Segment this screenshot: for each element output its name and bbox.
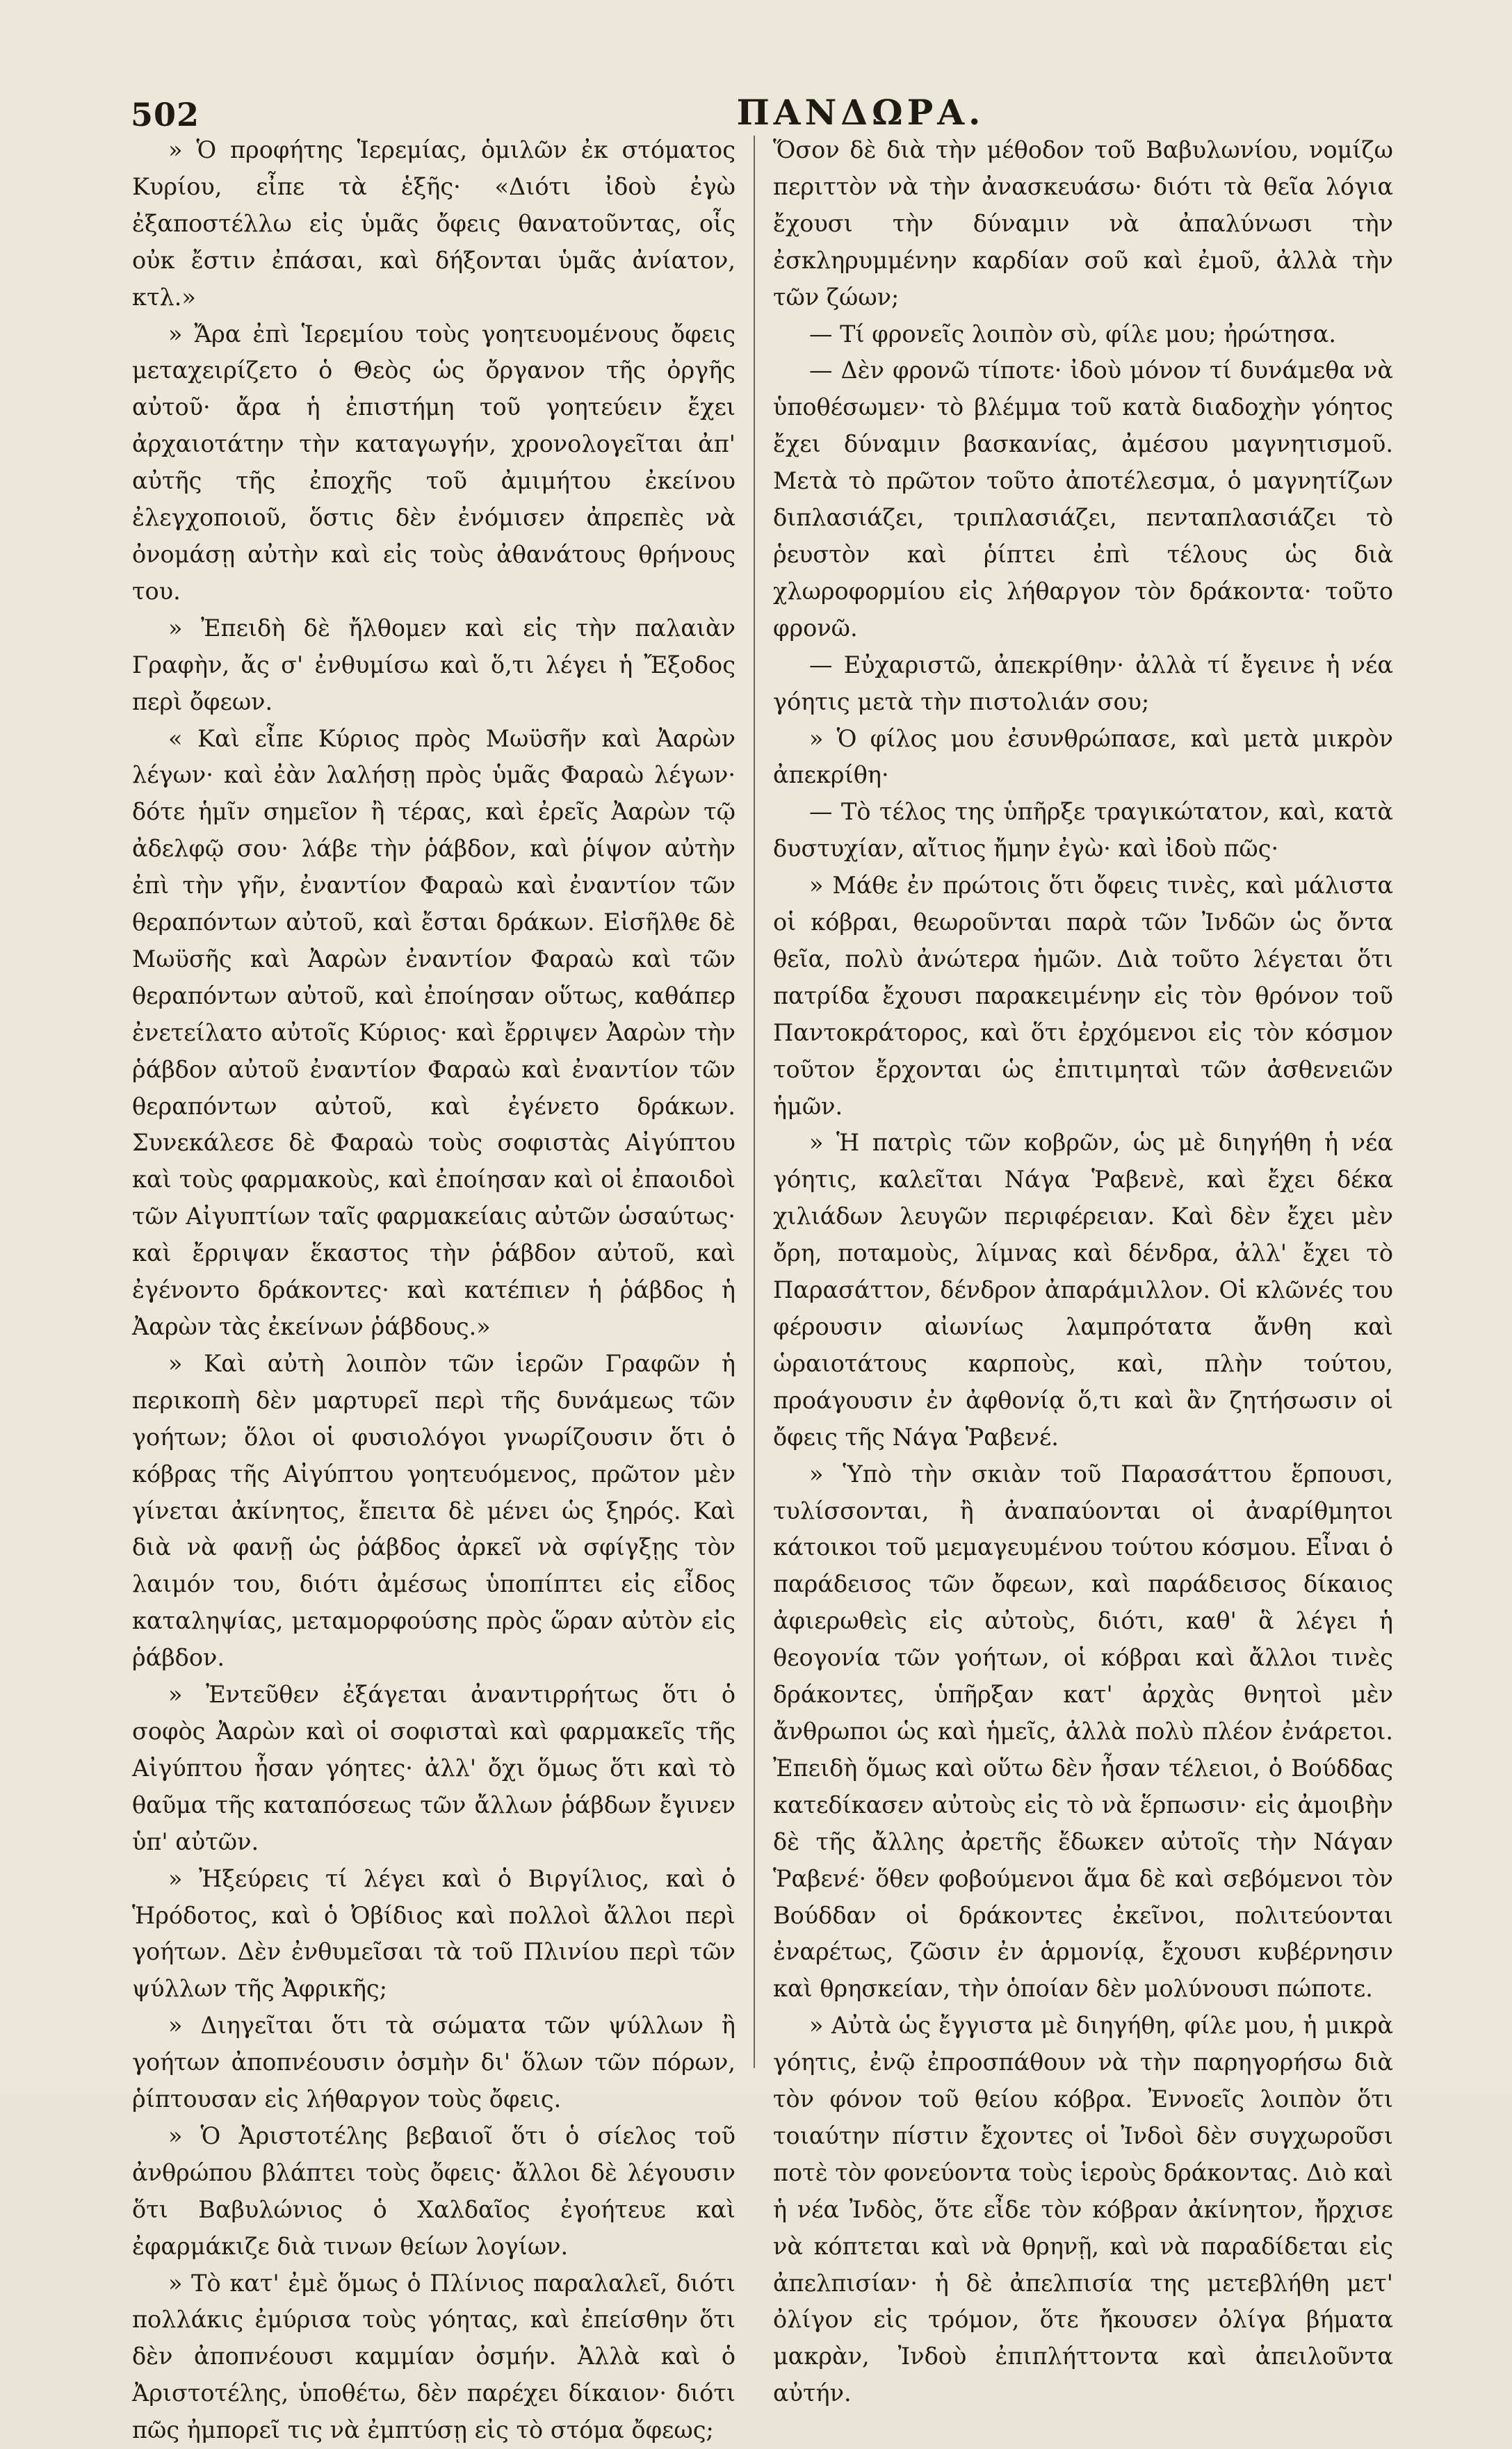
paragraph: » Ἡ πατρὶς τῶν κοβρῶν, ὡς μὲ διηγήθη ἡ νέα γόητις, καλεῖται Νάγα Ῥαβενὲ, καὶ ἔχει δέκα χιλιάδων λευγῶν περιφέρειαν. Καὶ δὲν ἔχει μὲν ὄρη, ποταμοὺς, λίμνας καὶ δένδρα, ἀλλ' ἔχει τὸ Παρασάττον, δένδρον ἀπαράμιλλον. Οἱ κλῶνές του φέρουσιν αἰωνίως λαμπρότατα ἄνθη καὶ ὡραιοτάτους καρποὺς, καὶ, πλὴν τούτου, προάγουσιν ἐν ἀφθονίᾳ ὅ,τι καὶ ἂν ζητήσωσιν οἱ ὄφεις τῆς Νάγα Ῥαβενέ.	[773, 1129, 1393, 1451]
paragraph: — Τὸ τέλος της ὑπῆρξε τραγικώτατον, καὶ, κατὰ δυστυχίαν, αἴτιος ἤμην ἐγὼ· καὶ ἰδοὺ πῶς·	[773, 798, 1393, 863]
paragraph: » Ὁ προφήτης Ἱερεμίας, ὁμιλῶν ἐκ στόματος Κυρίου, εἶπε τὰ ἑξῆς· «Διότι ἰδοὺ ἐγὼ ἐξαποστέλλω εἰς ὑμᾶς ὄφεις θανατοῦντας, οἷς οὐκ ἔστιν ἐπάσαι, καὶ δήξονται ὑμᾶς ἀνίατον, κτλ.»	[132, 136, 735, 311]
paragraph: » Αὐτὰ ὡς ἔγγιστα μὲ διηγήθη, φίλε μου, ἡ μικρὰ γόητις, ἐνῷ ἐπροσπάθουν νὰ τὴν παρηγορήσω διὰ τὸν φόνον τοῦ θείου κόβρα. Ἐννοεῖς λοιπὸν ὅτι τοιαύτην πίστιν ἔχοντες οἱ Ἰνδοὶ δὲν συγχωροῦσι ποτὲ τὸν φονεύοντα τοὺς ἱεροὺς δράκοντας. Διὸ καὶ ἡ νέα Ἰνδὸς, ὅτε εἶδε τὸν κόβραν ἀκίνητον, ἤρχισε νὰ κόπτεται καὶ νὰ θρηνῇ, καὶ νὰ παραδίδεται εἰς ἀπελπισίαν· ἡ δὲ ἀπελπισία της μετεβλήθη μετ' ὀλίγον εἰς τρόμον, ὅτε ἤκουσεν ὀλίγα βήματα μακρὰν, Ἰνδοὺ ἐπιπλήττοντα καὶ ἀπειλοῦντα αὐτήν.	[773, 2012, 1393, 2407]
journal-title: ΠΑΝΔΩΡΑ.	[736, 92, 985, 133]
paragraph: Ὅσον δὲ διὰ τὴν μέθοδον τοῦ Βαβυλωνίου, νομίζω περιττὸν νὰ τὴν ἀνασκευάσω· διότι τὰ θεῖα λόγια ἔχουσι τὴν δύναμιν νὰ ἀπαλύνωσι τὴν ἐσκληρυμμένην καρδίαν σοῦ καὶ ἐμοῦ, ἀλλὰ τὴν τῶν ζώων;	[773, 136, 1393, 311]
paragraph: » Διηγεῖται ὅτι τὰ σώματα τῶν ψύλλων ἢ γοήτων ἀποπνέουσιν ὀσμὴν δι' ὅλων τῶν πόρων, ῥίπτουσαν εἰς λήθαργον τοὺς ὄφεις.	[132, 2012, 735, 2113]
paragraph: » Τὸ κατ' ἐμὲ ὅμως ὁ Πλίνιος παραλαλεῖ, διότι πολλάκις ἐμύρισα τοὺς γόητας, καὶ ἐπείσθην ὅτι δὲν ἀποπνέουσι καμμίαν ὀσμήν. Ἀλλὰ καὶ ὁ Ἀριστοτέλης, ὑποθέτω, δὲν παρέχει δίκαιον· διότι πῶς ἠμπορεῖ τις νὰ ἐμπτύσῃ εἰς τὸ στόμα ὄφεως;	[132, 2269, 735, 2444]
paragraph: » Ὑπὸ τὴν σκιὰν τοῦ Παρασάττου ἕρπουσι, τυλίσσονται, ἢ ἀναπαύονται οἱ ἀναρίθμητοι κάτοικοι τοῦ μεμαγευμένου τούτου κόσμου. Εἶναι ὁ παράδεισος τῶν ὄφεων, καὶ παράδεισος δίκαιος ἀφιερωθεὶς εἰς αὐτοὺς, διότι, καθ' ἃ λέγει ἡ θεογονία τῶν γοήτων, οἱ κόβραι καὶ ἄλλοι τινὲς δράκοντες, ὑπῆρξαν κατ' ἀρχὰς θνητοὶ μὲν ἄνθρωποι ὡς καὶ ἡμεῖς, ἀλλὰ πολὺ πλέον ἐνάρετοι. Ἐπειδὴ ὅμως καὶ οὕτω δὲν ἦσαν τέλειοι, ὁ Βούδδας κατεδίκασεν αὐτοὺς εἰς τὸ νὰ ἕρπωσιν· εἰς ἀμοιβὴν δὲ τῆς ἄλλης ἀρετῆς ἔδωκεν αὐτοῖς τὴν Νάγαν Ῥαβενέ· ὅθεν φοβούμενοι ἅμα δὲ καὶ σεβόμενοι τὸν Βούδδαν οἱ δράκοντες ἐκεῖνοι, πολιτεύονται ἐναρέτως, ζῶσιν ἐν ἁρμονίᾳ, ἔχουσι κυβέρνησιν καὶ θρησκείαν, τὴν ὁποίαν δὲν μολύνουσι πώποτε.	[773, 1460, 1393, 2003]
right-column	[773, 132, 1393, 2407]
paragraph: » Ὁ Ἀριστοτέλης βεβαιοῖ ὅτι ὁ σίελος τοῦ ἀνθρώπου βλάπτει τοὺς ὄφεις· ἄλλοι δὲ λέγουσιν ὅτι Βαβυλώνιος ὁ Χαλδαῖος ἐγοήτευε καὶ ἐφαρμάκιζε διὰ τινων θείων λογίων.	[132, 2122, 735, 2260]
paragraph: — Δὲν φρονῶ τίποτε· ἰδοὺ μόνον τί δυνάμεθα νὰ ὑποθέσωμεν· τὸ βλέμμα τοῦ κατὰ διαδοχὴν γόητος ἔχει δύναμιν βασκανίας, ἀμέσου μαγνητισμοῦ. Μετὰ τὸ πρῶτον τοῦτο ἀποτέλεσμα, ὁ μαγνητίζων διπλασιάζει, τριπλασιάζει, πενταπλασιάζει τὸ ῥευστὸν καὶ ῥίπτει ἐπὶ τέλους ὡς διὰ χλωροφορμίου εἰς λήθαργον τὸν δράκοντα· τοῦτο φρονῶ.	[773, 357, 1393, 642]
paragraph: — Τί φρονεῖς λοιπὸν σὺ, φίλε μου; ἠρώτησα.	[809, 320, 1337, 348]
running-head	[131, 82, 1452, 138]
left-column	[132, 132, 735, 2444]
page-number: 502	[131, 96, 200, 133]
paragraph: » Καὶ αὐτὴ λοιπὸν τῶν ἱερῶν Γραφῶν ἡ περικοπὴ δὲν μαρτυρεῖ περὶ τῆς δυνάμεως τῶν γοήτων; ὅλοι οἱ φυσιολόγοι γνωρίζουσιν ὅτι ὁ κόβρας τῆς Αἰγύπτου γοητευόμενος, πρῶτον μὲν γίνεται ἀκίνητος, ἔπειτα δὲ μένει ὡς ξηρός. Καὶ διὰ νὰ φανῇ ὡς ῥάβδος ἀρκεῖ νὰ σφίγξῃς τὸν λαιμόν του, διότι ἀμέσως ὑποπίπτει εἰς εἶδος καταληψίας, μεταμορφούσης πρὸς ὥραν αὐτὸν εἰς ῥάβδον.	[132, 1349, 735, 1672]
paragraph: » Ἄρα ἐπὶ Ἱερεμίου τοὺς γοητευομένους ὄφεις μεταχειρίζετο ὁ Θεὸς ὡς ὄργανον τῆς ὀργῆς αὐτοῦ· ἄρα ἡ ἐπιστήμη τοῦ γοητεύειν ἔχει ἀρχαιοτάτην τὴν καταγωγήν, χρονολογεῖται ἀπ' αὐτῆς τῆς ἐποχῆς τοῦ ἀμιμήτου ἐκείνου ἐλεγχοποιοῦ, ὅστις δὲν ἐνόμισεν ἀπρεπὲς νὰ ὀνομάσῃ αὐτὴν καὶ εἰς τοὺς ἀθανάτους θρήνους του.	[132, 320, 735, 605]
paragraph: » Ὁ φίλος μου ἐσυνθρώπασε, καὶ μετὰ μικρὸν ἀπεκρίθη·	[773, 724, 1393, 789]
paragraph: « Καὶ εἶπε Κύριος πρὸς Μωϋσῆν καὶ Ἀαρὼν λέγων· καὶ ἐὰν λαλήσῃ πρὸς ὑμᾶς Φαραὼ λέγων· δότε ἡμῖν σημεῖον ἢ τέρας, καὶ ἐρεῖς Ἀαρὼν τῷ ἀδελφῷ σου· λάβε τὴν ῥάβδον, καὶ ῥίψον αὐτὴν ἐπὶ τὴν γῆν, ἐναντίον Φαραὼ καὶ ἐναντίον τῶν θεραπόντων αὐτοῦ, καὶ ἔσται δράκων. Εἰσῆλθε δὲ Μωϋσῆς καὶ Ἀαρὼν ἐναντίον Φαραὼ καὶ τῶν θεραπόντων αὐτοῦ, καὶ ἐποίησαν οὕτως, καθάπερ ἐνετείλατο αὐτοῖς Κύριος· καὶ ἔρριψεν Ἀαρὼν τὴν ῥάβδον αὐτοῦ ἐναντίον Φαραὼ καὶ ἐναντίον τῶν θεραπόντων αὐτοῦ, καὶ ἐγένετο δράκων. Συνεκάλεσε δὲ Φαραὼ τοὺς σοφιστὰς Αἰγύπτου καὶ τοὺς φαρμακοὺς, καὶ ἐποίησαν καὶ οἱ ἐπαοιδοὶ τῶν Αἰγυπτίων ταῖς φαρμακείαις αὐτῶν ὡσαύτως· καὶ ἔρριψαν ἕκαστος τὴν ῥάβδον αὐτοῦ, καὶ ἐγένοντο δράκοντες· καὶ κατέπιεν ἡ ῥάβδος ἡ Ἀαρὼν τὰς ἐκείνων ῥάβδους.»	[132, 724, 735, 1340]
paragraph: » Ἠξεύρεις τί λέγει καὶ ὁ Βιργίλιος, καὶ ὁ Ἡρόδοτος, καὶ ὁ Ὀβίδιος καὶ πολλοὶ ἄλλοι περὶ γοήτων. Δὲν ἐνθυμεῖσαι τὰ τοῦ Πλινίου περὶ τῶν ψύλλων τῆς Ἀφρικῆς;	[132, 1864, 735, 2003]
paragraph: — Εὐχαριστῶ, ἀπεκρίθην· ἀλλὰ τί ἔγεινε ἡ νέα γόητις μετὰ τὴν πιστολιάν σου;	[773, 651, 1393, 715]
paragraph: » Ἐντεῦθεν ἐξάγεται ἀναντιρρήτως ὅτι ὁ σοφὸς Ἀαρὼν καὶ οἱ σοφισταὶ καὶ φαρμακεῖς τῆς Αἰγύπτου ἦσαν γόητες· ἀλλ' ὄχι ὅμως ὅτι καὶ τὸ θαῦμα τῆς καταπόσεως τῶν ἄλλων ῥάβδων ἔγινεν ὑπ' αὐτῶν.	[132, 1681, 735, 1855]
paragraph: » Ἐπειδὴ δὲ ἤλθομεν καὶ εἰς τὴν παλαιὰν Γραφὴν, ἄς σ' ἐνθυμίσω καὶ ὅ,τι λέγει ἡ Ἔξοδος περὶ ὄφεων.	[132, 614, 735, 715]
paragraph: » Μάθε ἐν πρώτοις ὅτι ὄφεις τινὲς, καὶ μάλιστα οἱ κόβραι, θεωροῦνται παρὰ τῶν Ἰνδῶν ὡς ὄντα θεῖα, πολὺ ἀνώτερα ἡμῶν. Διὰ τοῦτο λέγεται ὅτι πατρίδα ἔχουσι παρακειμένην εἰς τὸν θρόνον τοῦ Παντοκράτορος, καὶ ὅτι ἐρχόμενοι εἰς τὸν κόσμον τοῦτον ἔρχονται ὡς ἐπιτιμηταὶ τῶν ἀσθενειῶν ἡμῶν.	[773, 872, 1393, 1120]
column-divider	[754, 136, 755, 2068]
